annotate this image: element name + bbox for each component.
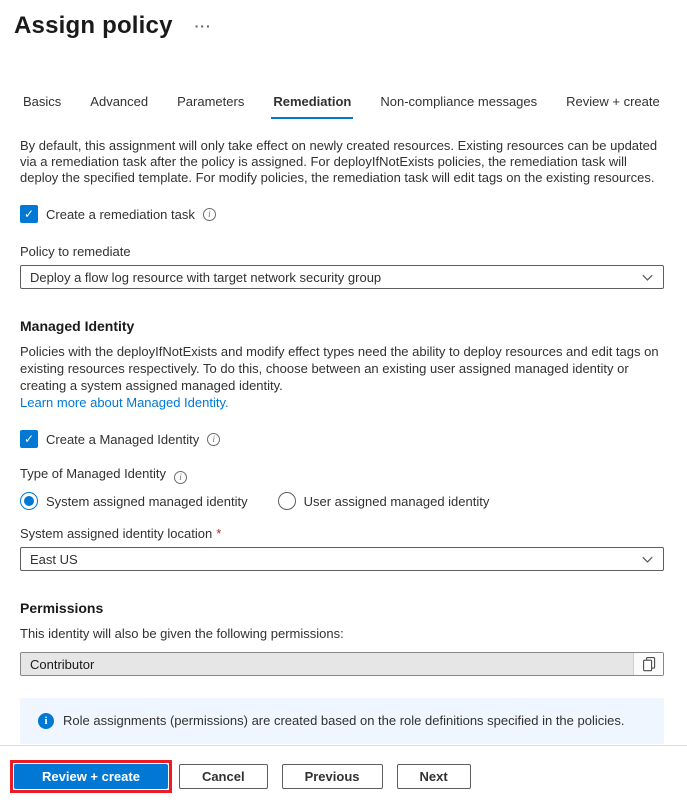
type-of-managed-identity-label [20, 466, 664, 484]
policy-to-remediate-dropdown[interactable] [20, 265, 664, 289]
user-assigned-radio-label: User assigned managed identity [303, 493, 490, 509]
permissions-readonly-field [20, 652, 664, 676]
system-assigned-radio-label: System assigned managed identity [46, 493, 248, 509]
type-of-managed-identity-text: Type of Managed Identity [20, 466, 166, 481]
create-managed-identity-checkbox[interactable] [20, 430, 38, 448]
identity-location-text: System assigned identity location [20, 526, 213, 541]
footer-action-bar [0, 745, 687, 806]
checkmark-icon: ✓ [23, 207, 35, 221]
copy-icon [642, 656, 656, 672]
required-asterisk: * [216, 526, 222, 541]
review-create-button[interactable]: Review + create [14, 764, 168, 789]
radio-option-user-assigned [278, 492, 490, 510]
tab-bar [0, 90, 687, 119]
info-banner [20, 698, 664, 744]
user-assigned-radio[interactable] [278, 492, 296, 510]
managed-identity-type-radio-group [20, 492, 664, 510]
tab-basics[interactable]: Basics [23, 94, 62, 109]
info-icon[interactable]: i [207, 433, 220, 446]
checkmark-icon: ✓ [23, 432, 35, 446]
policy-to-remediate-value: Deploy a flow log resource with target network security group [30, 269, 382, 285]
tab-advanced[interactable]: Advanced [90, 94, 149, 109]
info-filled-icon: i [38, 713, 54, 729]
policy-to-remediate-label: Policy to remediate [20, 244, 131, 259]
managed-identity-learn-more-link[interactable]: Learn more about Managed Identity. [20, 395, 229, 410]
red-highlight-annotation [10, 760, 172, 793]
info-icon[interactable]: i [174, 471, 187, 484]
page-title: Assign policy [14, 12, 173, 39]
create-managed-identity-label: Create a Managed Identity [46, 431, 200, 447]
tab-review-create[interactable]: Review + create [566, 94, 660, 109]
managed-identity-description [20, 343, 664, 411]
create-remediation-task-checkbox[interactable] [20, 205, 38, 223]
page-header [0, 0, 687, 40]
identity-location-dropdown[interactable] [20, 547, 664, 571]
more-options-button[interactable]: ··· [194, 18, 212, 34]
permissions-description: This identity will also be given the following permissions: [20, 626, 344, 641]
remediation-intro-text: By default, this assignment will only take effect on newly created resources. Existing resources can be updated via a remediation task after the policy is assigned. For deployIfNotExists policies, the remediation task will deploy the specified template. For modify policies, the remediation task will edit tags on the existing resources. [20, 138, 658, 185]
previous-button[interactable]: Previous [282, 764, 383, 789]
tab-remediation[interactable]: Remediation [273, 90, 351, 119]
chevron-down-icon [641, 553, 654, 566]
tab-non-compliance-messages[interactable]: Non-compliance messages [380, 94, 538, 109]
copy-button[interactable] [633, 653, 663, 675]
managed-identity-description-text: Policies with the deployIfNotExists and modify effect types need the ability to deploy resources and edit tags on existing resources respectively. To do this, choose between an existing user assigned managed identity or creating a system assigned managed identity. [20, 344, 659, 393]
permissions-heading: Permissions [20, 600, 104, 616]
identity-location-value: East US [30, 551, 78, 567]
radio-option-system-assigned [20, 492, 248, 510]
info-banner-text: Role assignments (permissions) are created based on the role definitions specified in the policies. [63, 713, 625, 728]
remediation-tab-content [0, 138, 687, 744]
permissions-value: Contributor [30, 656, 95, 672]
identity-location-label [20, 526, 664, 541]
cancel-button[interactable]: Cancel [179, 764, 268, 789]
create-remediation-task-row [20, 205, 664, 223]
next-button[interactable]: Next [397, 764, 471, 789]
managed-identity-heading: Managed Identity [20, 318, 135, 334]
info-icon[interactable]: i [203, 208, 216, 221]
create-remediation-task-label: Create a remediation task [46, 206, 195, 222]
system-assigned-radio[interactable] [20, 492, 38, 510]
tab-parameters[interactable]: Parameters [177, 94, 245, 109]
create-managed-identity-row [20, 430, 664, 448]
chevron-down-icon [641, 271, 654, 284]
